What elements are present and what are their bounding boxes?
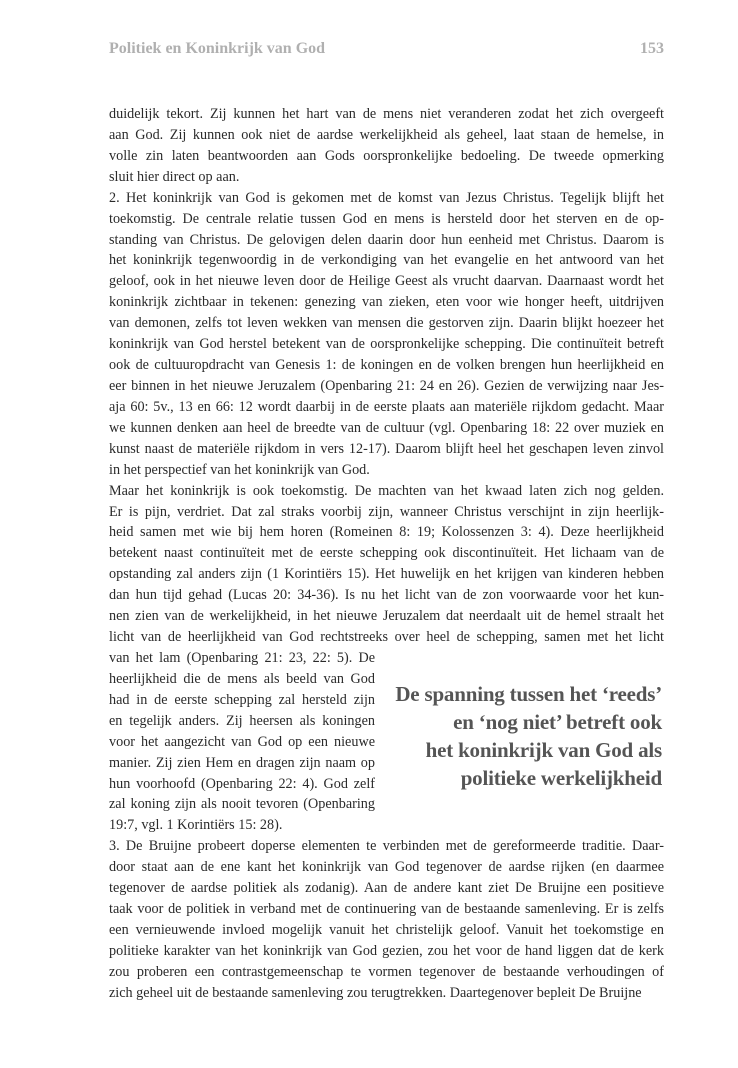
pull-quote-line: het koninkrijk van God als [425,738,662,762]
text-line: eer binnen in het nieuwe Jeruzalem (Openbaring 21: 24 en 26). Gezien de verwijzing naar Jes- [109,377,664,394]
paragraph [109,188,664,481]
text-line: geloof, ook in het nieuwe leven door de Heilige Geest als vrucht daarvan. Daarnaast wordt het [109,273,664,290]
text-line: volle zin laten beantwoorden aan Gods oorspronkelijke bedoeling. De tweede opmerking [109,147,664,164]
paragraph [109,836,664,1003]
text-line: koninkrijk van God herstel betekent van de oorspronkelijke schepping. Die continuïteit betreft [109,336,664,353]
text-line: zal koning zijn als nooit tevoren (Openbaring [109,796,375,813]
text-line: taak voor de politiek in verband met de continuering van de bestaande samenleving. Er is zelfs [109,901,664,918]
text-line: van demonen, zelfs tot leven wekken van mensen die gestorven zijn. Daarin blijkt hoezeer het [109,315,664,332]
text-line: 19:7, vgl. 1 Korintiërs 15: 28). [109,817,283,834]
text-line: Er is pijn, verdriet. Dat zal straks voorbij zijn, wanneer Christus verschijnt in zijn heerlijk- [109,503,664,520]
text-line: betekent naast continuïteit met de eerste schepping ook discontinuïteit. Het lichaam van de [109,545,664,562]
text-line: voor het aangezicht van God op een nieuwe [109,733,375,750]
text-line: een vernieuwende invloed mogelijk vanuit het christelijk geloof. Vanuit het toekomstige en [109,921,664,938]
text-line: heerlijkheid die de mens als beeld van God [109,670,375,687]
text-line: heid samen met wie bij hem horen (Romeinen 8: 19; Kolossenzen 3: 4). Deze heerlijkheid [109,524,664,541]
text-line: zou proberen een contrastgemeenschap te vormen tegenover de bestaande verhoudingen of [109,963,664,980]
pull-quote-line: politieke werkelijkheid [460,766,662,790]
text-line: had in de eerste schepping zal hersteld zijn [109,691,375,708]
text-line: van het lam (Openbaring 21: 23, 22: 5). De [109,649,375,666]
text-line: door staat aan de ene kant het koninkrijk van God tegenover de aardse rijken (en daarmee [109,859,664,876]
text-line: in het perspectief van het koninkrijk van God. [109,461,370,478]
text-line: aja 60: 5v., 13 en 66: 12 wordt daarbij in de eerste plaats aan materiële rijkdom gedacht. Maar [109,398,664,415]
pull-quote-line: en ‘nog niet’ betreft ook [453,710,662,734]
text-line: manier. Zij zien Hem en dragen zijn naam op [109,754,375,771]
pull-quote [370,680,662,792]
text-line: ook de cultuuropdracht van Genesis 1: de koningen en de volken brengen hun heerlijkheid en [109,357,664,374]
text-line: kunst naast de materiële rijkdom in vers 12-17). Daarom blijft heel het geschapen leven zinvol [109,440,664,457]
text-line: zich geheel uit de bestaande samenleving zou terugtrekken. Daartegenover bepleit De Bruijne [109,984,642,1001]
text-line: toekomstig. De centrale relatie tussen God en mens is hersteld door het sterven en de op- [109,210,664,227]
text-line: 2. Het koninkrijk van God is gekomen met de komst van Jezus Christus. Tegelijk blijft het [109,189,664,206]
body-text [109,104,664,1004]
text-line: het koninkrijk tegenwoordig in de verkondiging van het evangelie en het antwoord van het [109,252,664,269]
text-line: licht van de heerlijkheid van God rechtstreeks over heel de schepping, samen met het licht [109,629,664,646]
text-line: politieke karakter van het koninkrijk van God gezien, zou het voor de hand liggen dat de kerk [109,942,664,959]
text-line: hun voorhoofd (Openbaring 22: 4). God zelf [109,775,375,792]
text-line: duidelijk tekort. Zij kunnen het hart van de mens niet veranderen zodat het zich overgeeft [109,106,664,122]
text-line: dan hun tijd gehad (Lucas 20: 34-36). Is nu het licht van de zon voorwaarde voor het kun- [109,587,664,604]
text-line: standing van Christus. De gelovigen delen daarin door hun eenheid met Christus. Daarom is [109,231,664,248]
text-line: koninkrijk zichtbaar in tekenen: genezing van zieken, eten voor wie honger heeft, uitdrijven [109,294,664,311]
text-line: opstanding zal anders zijn (1 Korintiërs 15). Het huwelijk en het krijgen van kinderen hebben [109,566,664,583]
text-line: en tegelijk anders. Zij heersen als koningen [109,712,375,729]
text-line: we kunnen denken aan heel de breedte van de cultuur (vgl. Openbaring 18: 22 over muziek en [109,419,664,436]
text-line: Maar het koninkrijk is ook toekomstig. De machten van het kwaad laten zich nog gelden. [109,482,664,499]
page-number: 153 [640,40,664,57]
text-line: nen zien van de werkelijkheid, in het nieuwe Jeruzalem dat neerdaalt uit de hemel straalt het [109,608,664,625]
pull-quote-line: De spanning tussen het ‘reeds’ [395,682,662,706]
text-line: sluit hier direct op aan. [109,168,240,185]
text-line: tegenover de aardse politiek als zodanig). Aan de andere kant ziet De Bruijne een positieve [109,880,664,897]
text-line: aan God. Zij kunnen ook niet de aardse werkelijkheid als geheel, laat staan de hemelse, in [109,126,664,143]
paragraph [109,104,664,188]
running-header-title: Politiek en Koninkrijk van God [109,40,326,57]
text-line: 3. De Bruijne probeert doperse elementen te verbinden met de gereformeerde traditie. Daar- [109,838,664,855]
